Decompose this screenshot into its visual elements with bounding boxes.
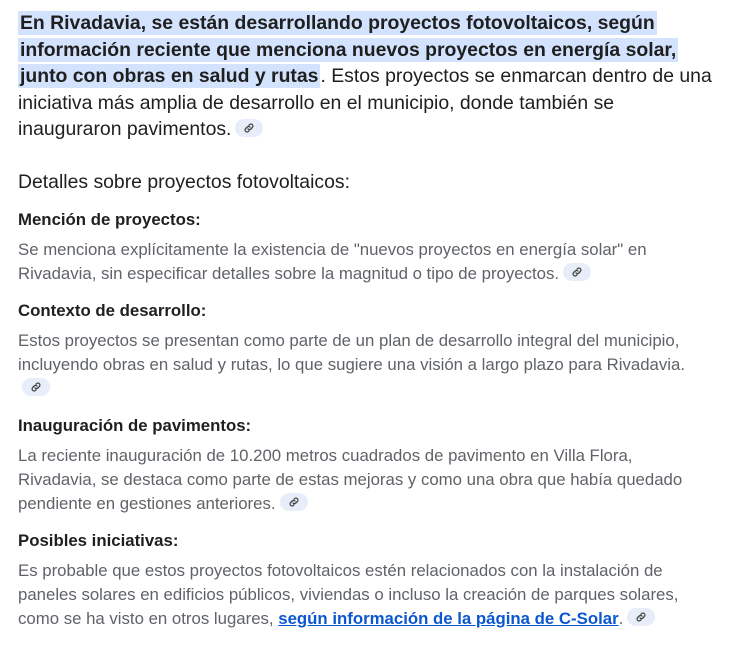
highlighted-text[interactable]: En Rivadavia, se están desarrollando proyectos fotovoltaicos, según información reciente que menciona nuevos proyectos en energía solar, junto con obras en salud y rutas	[20, 12, 677, 87]
section-text-end: .	[618, 608, 624, 628]
citation-chip[interactable]	[627, 608, 655, 626]
section-text-content: Es probable que estos proyectos fotovoltaicos estén relacionados con la instalación de paneles solares en edificios públicos, viviendas o incluso la creación de parques solares, como se ha visto en otros lugares,	[18, 560, 679, 628]
link-icon	[571, 266, 583, 278]
section-text	[18, 559, 715, 631]
section-heading: Detalles sobre proyectos fotovoltaicos:	[18, 170, 350, 193]
section-text	[18, 329, 715, 401]
section-pavimentos	[18, 415, 715, 516]
intro-rest: . Estos proyectos se enmarcan dentro de una iniciativa más amplia de desarrollo en el municipio, donde también se inauguraron pavimentos.	[18, 65, 712, 140]
section-text	[18, 444, 715, 516]
link-icon	[30, 381, 42, 393]
link-icon	[635, 611, 647, 623]
citation-chip[interactable]	[235, 119, 263, 137]
citation-chip[interactable]	[280, 493, 308, 511]
section-title: Inauguración de pavimentos:	[18, 415, 252, 435]
section-iniciativas	[18, 530, 715, 631]
section-title: Contexto de desarrollo:	[18, 300, 207, 320]
section-text-content: Estos proyectos se presentan como parte de un plan de desarrollo integral del municipio, incluyendo obras en salud y rutas, lo que sugiere una visión a largo plazo para Rivadavia.	[18, 330, 685, 374]
source-link[interactable]: según información de la página de C-Solar	[278, 608, 619, 628]
citation-chip[interactable]	[563, 263, 591, 281]
section-title: Posibles iniciativas:	[18, 530, 179, 550]
link-icon	[288, 496, 300, 508]
citation-chip[interactable]	[22, 378, 50, 396]
intro-paragraph	[18, 10, 715, 143]
section-title: Mención de proyectos:	[18, 209, 201, 229]
section-text-content: La reciente inauguración de 10.200 metros cuadrados de pavimento en Villa Flora, Rivadavia, se destaca como parte de estas mejoras y como una obra que había quedado pendiente en gestiones anteriores.	[18, 445, 683, 513]
link-icon	[243, 122, 255, 134]
section-mencion	[18, 209, 715, 286]
section-contexto	[18, 300, 715, 401]
section-text	[18, 238, 715, 286]
section-text-content: Se menciona explícitamente la existencia de "nuevos proyectos en energía solar" en Rivadavia, sin especificar detalles sobre la magnitud o tipo de proyectos.	[18, 239, 647, 283]
